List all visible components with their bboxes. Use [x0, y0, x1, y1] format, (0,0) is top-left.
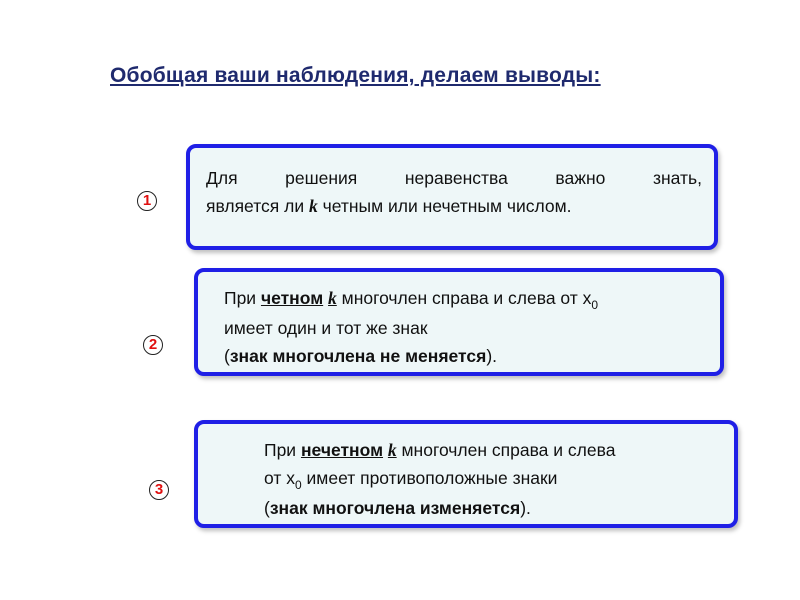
conclusion-1-line2-before: является ли — [206, 196, 309, 216]
even-emphasis: четном — [260, 288, 324, 308]
conclusion-3-mid: многочлен справа и слева — [396, 440, 616, 460]
item-number-3: 3 — [149, 480, 169, 500]
subscript-zero: 0 — [294, 478, 302, 492]
variable-k: k — [308, 196, 318, 216]
conclusion-2-prefix: При — [224, 288, 261, 308]
conclusion-text-3 — [264, 436, 734, 522]
variable-k: k — [387, 440, 397, 460]
variable-k: k — [328, 288, 337, 308]
conclusion-text-2 — [224, 284, 720, 370]
conclusion-2-mid: многочлен справа и слева от x — [336, 288, 592, 308]
conclusion-box-2 — [194, 268, 724, 376]
conclusion-box-3 — [194, 420, 738, 528]
conclusion-3-prefix: При — [264, 440, 301, 460]
conclusion-3-bold: знак многочлена изменяется — [269, 498, 521, 518]
close-paren: ). — [520, 498, 531, 518]
conclusion-1-line2-after: четным или нечетным числом. — [317, 196, 572, 216]
open-paren: ( — [224, 346, 230, 366]
conclusion-2-bold: знак многочлена не меняется — [229, 346, 487, 366]
odd-emphasis: нечетном — [300, 440, 384, 460]
open-paren: ( — [264, 498, 270, 518]
close-paren: ). — [486, 346, 498, 366]
page-title: Обобщая ваши наблюдения, делаем выводы: — [110, 64, 601, 87]
item-number-1: 1 — [137, 191, 157, 211]
conclusion-3-line2-before: от x — [264, 468, 295, 488]
conclusion-1-line1: Для решения неравенства важно знать, — [206, 168, 702, 188]
conclusion-3-line2-after: имеет противоположные знаки — [301, 468, 558, 488]
subscript-zero: 0 — [591, 298, 599, 312]
conclusion-2-line2: имеет один и тот же знак — [224, 318, 428, 338]
conclusion-box-1 — [186, 144, 718, 250]
conclusion-text-1 — [206, 164, 702, 220]
item-number-2: 2 — [143, 335, 163, 355]
